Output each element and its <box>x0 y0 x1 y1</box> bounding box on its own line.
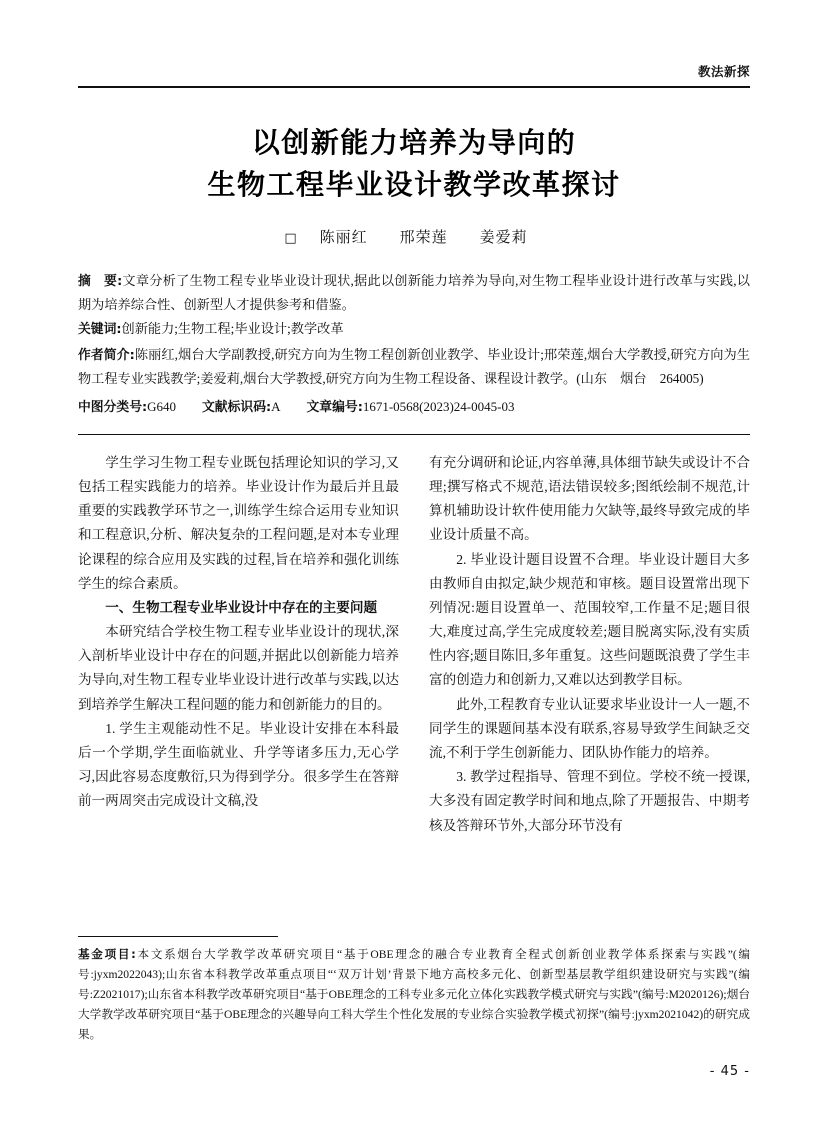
page-number: - 45 - <box>709 1064 750 1079</box>
paragraph: 学生学习生物工程专业既包括理论知识的学习,又包括工程实践能力的培养。毕业设计作为最后并且最重要的实践教学环节之一,训练学生综合运用专业知识和工程意识,分析、解决复杂的工程问题,是对本专业理论课程的综合应用及实践的过程,旨在培养和强化训练学生的综合素质。 <box>78 454 399 591</box>
doc-segment <box>202 399 281 414</box>
paragraph: 2. 毕业设计题目设置不合理。毕业设计题目大多由教师自由拟定,缺少规范和审核。题目设置常出现下列情况:题目设置单一、范围较窄,工作量不足;题目很大,难度过高,学生完成度较差;题目脱离实际,没有实质性内容;题目陈旧,多年重复。这些问题既浪费了学生丰富的创造力和创新力,又难以达到教学目标。 <box>429 551 750 688</box>
header-divider <box>78 86 750 88</box>
title-line-2: 生物工程毕业设计教学改革探讨 <box>207 168 621 201</box>
keywords-paragraph <box>78 317 750 341</box>
keywords-label: 关键词: <box>78 322 122 338</box>
body-columns <box>78 451 750 838</box>
author-list <box>78 226 750 247</box>
abstract-text: 文章分析了生物工程专业毕业设计现状,据此以创新能力培养为导向,对生物工程毕业设计进行改革与实践,以期为培养综合性、创新型人才提供参考和借鉴。 <box>78 273 750 313</box>
paragraph: 此外,工程教育专业认证要求毕业设计一人一题,不同学生的课题间基本没有联系,容易导致学生间缺乏交流,不利于学生创新能力、团队协作能力的培养。 <box>429 696 750 760</box>
abstract-label: 摘 要: <box>78 274 123 289</box>
doc-value: A <box>271 399 281 415</box>
paragraph: 1. 学生主观能动性不足。毕业设计安排在本科最后一个学期,学生面临就业、升学等诸多压力,无心学习,因此容易态度敷衍,只为得到学分。很多学生在答辩前一两周突击完成设计文稿,没 <box>78 720 399 809</box>
clc-segment <box>78 399 176 414</box>
author-marker-icon: □ <box>284 231 298 246</box>
keywords-text: 创新能力;生物工程;毕业设计;教学改革 <box>121 321 344 337</box>
article-value: 1671-0568(2023)24-0045-03 <box>362 399 515 415</box>
authorinfo-label: 作者简介: <box>78 347 135 363</box>
footnote-label: 基金项目: <box>78 947 136 962</box>
clc-value: G640 <box>147 399 176 415</box>
article-segment <box>307 399 515 414</box>
doc-label: 文献标识码: <box>202 400 272 416</box>
running-head: 教法新探 <box>697 64 750 79</box>
abstract-paragraph <box>78 269 750 316</box>
authorinfo-text: 陈丽红,烟台大学副教授,研究方向为生物工程创新创业教学、毕业设计;邢荣莲,烟台大学教授,研究方向为生物工程专业实践教学;姜爱莉,烟台大学教授,研究方向为生物工程设备、课程设计教学。(山东 烟台 264005) <box>78 346 750 387</box>
title-line-1: 以创新能力培养为导向的 <box>251 126 577 159</box>
footnote-area <box>78 936 750 1045</box>
author-name-1: 陈丽红 <box>319 228 368 246</box>
authorinfo-paragraph <box>78 343 750 390</box>
footnote-text-block <box>78 945 750 1045</box>
paragraph: 3. 教学过程指导、管理不到位。学校不统一授课,大多没有固定教学时间和地点,除了开题报告、中期考核及答辩环节外,大部分环节没有 <box>429 769 750 833</box>
section-heading: 一、生物工程专业毕业设计中存在的主要问题 <box>105 599 378 616</box>
author-name-3: 姜爱莉 <box>479 228 528 246</box>
column-left <box>78 451 399 838</box>
classification-line <box>78 396 750 419</box>
paragraph: 本研究结合学校生物工程专业毕业设计的现状,深入剖析毕业设计中存在的问题,并据此以创新能力培养为导向,对生物工程专业毕业设计进行改革与实践,以达到培养学生解决工程问题的能力和创新能力的目的。 <box>78 624 399 712</box>
footnote-text: 本文系烟台大学教学改革研究项目“基于OBE理念的融合专业教育全程式创新创业教学体系探索与实践”(编号:jyxm2022043);山东省本科教学改革重点项目“‘双万计划’背景下地方高校多元化、创新型基层教学组织建设研究与实践”(编号:Z2021017);山东省本科教学改革研究项目“基于OBE理念的工科专业多元化立体化实践教学模式研究与实践”(编号:M2020126);烟台大学教学改革研究项目“基于OBE理念的兴趣导向工科大学生个性化发展的专业综合实验教学模式初探”(编号:jyxm2021042)的研究成果。 <box>78 948 751 1042</box>
clc-label: 中图分类号: <box>78 400 148 416</box>
column-right <box>429 451 750 838</box>
footnote-divider <box>78 936 278 937</box>
abstract-block <box>78 269 750 420</box>
body-divider <box>78 434 750 435</box>
author-name-2: 邢荣莲 <box>399 228 448 246</box>
article-label: 文章编号: <box>306 400 363 416</box>
page-title <box>78 122 750 206</box>
paragraph-continued: 有充分调研和论证,内容单薄,具体细节缺失或设计不合理;撰写格式不规范,语法错误较多;图纸绘制不规范,计算机辅助设计软件使用能力欠缺等,最终导致完成的毕业设计质量不高。 <box>429 454 750 543</box>
